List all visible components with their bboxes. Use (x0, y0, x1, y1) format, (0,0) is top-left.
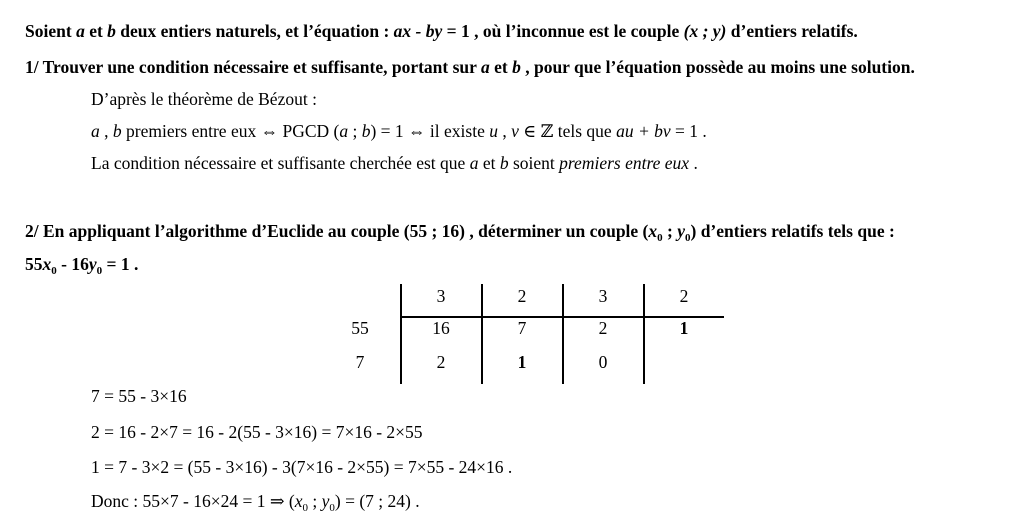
remainder-cell: 2 (598, 318, 608, 338)
answer-1-line-3: La condition nécessaire et suffisante cherchée est que a et b soient premiers entre eux . (91, 153, 698, 173)
answer-1-line-1: D’après le théorème de Bézout : (91, 89, 317, 109)
dividend-cell: 55 (351, 318, 369, 338)
remainder-cell: 0 (598, 352, 608, 372)
step-2: 2 = 16 - 2×7 = 16 - 2(55 - 3×16) = 7×16 - 2×55 (91, 422, 423, 442)
quotient-cell: 2 (517, 286, 527, 306)
question-2: 2/ En appliquant l’algorithme d’Euclide au couple (55 ; 16) , déterminer un couple ($x_0$ ; $y_0$) d’entiers relatifs tels que : (25, 221, 895, 244)
remainder-cell: 7 (517, 318, 527, 338)
intro-statement: Soient a et b deux entiers naturels, et l’équation : ax - by = 1 , où l’inconnue est le couple (x ; y) d’entiers relatifs. (25, 21, 858, 41)
step-1: 7 = 55 - 3×16 (91, 386, 187, 406)
remainder-cell: 1 (517, 352, 527, 372)
quotient-cell: 3 (598, 286, 608, 306)
answer-1-line-2: a , b premiers entre eux ⇔ PGCD (a ; b) = 1 ⇔ il existe u , v ∈ ℤ tels que au + bv = 1 . (91, 121, 707, 141)
question-1: 1/ Trouver une condition nécessaire et suffisante, portant sur a et b , pour que l’équation possède au moins une solution. (25, 57, 915, 77)
remainder-cell: 2 (436, 352, 446, 372)
question-2-equation: $55x_0 - 16y_0 = 1$ . (25, 254, 139, 277)
conclusion: Donc : 55×7 - 16×24 = 1 ⇒ ($x_0$ ; $y_0) = (7$ ; 24) . (91, 491, 420, 514)
step-3: 1 = 7 - 3×2 = (55 - 3×16) - 3(7×16 - 2×55) = 7×55 - 24×16 . (91, 457, 513, 477)
remainder-cell: 7 (355, 352, 365, 372)
remainder-cell: 16 (432, 318, 450, 338)
quotient-cell: 2 (679, 286, 689, 306)
remainder-cell: 1 (679, 318, 689, 338)
quotient-cell: 3 (436, 286, 446, 306)
